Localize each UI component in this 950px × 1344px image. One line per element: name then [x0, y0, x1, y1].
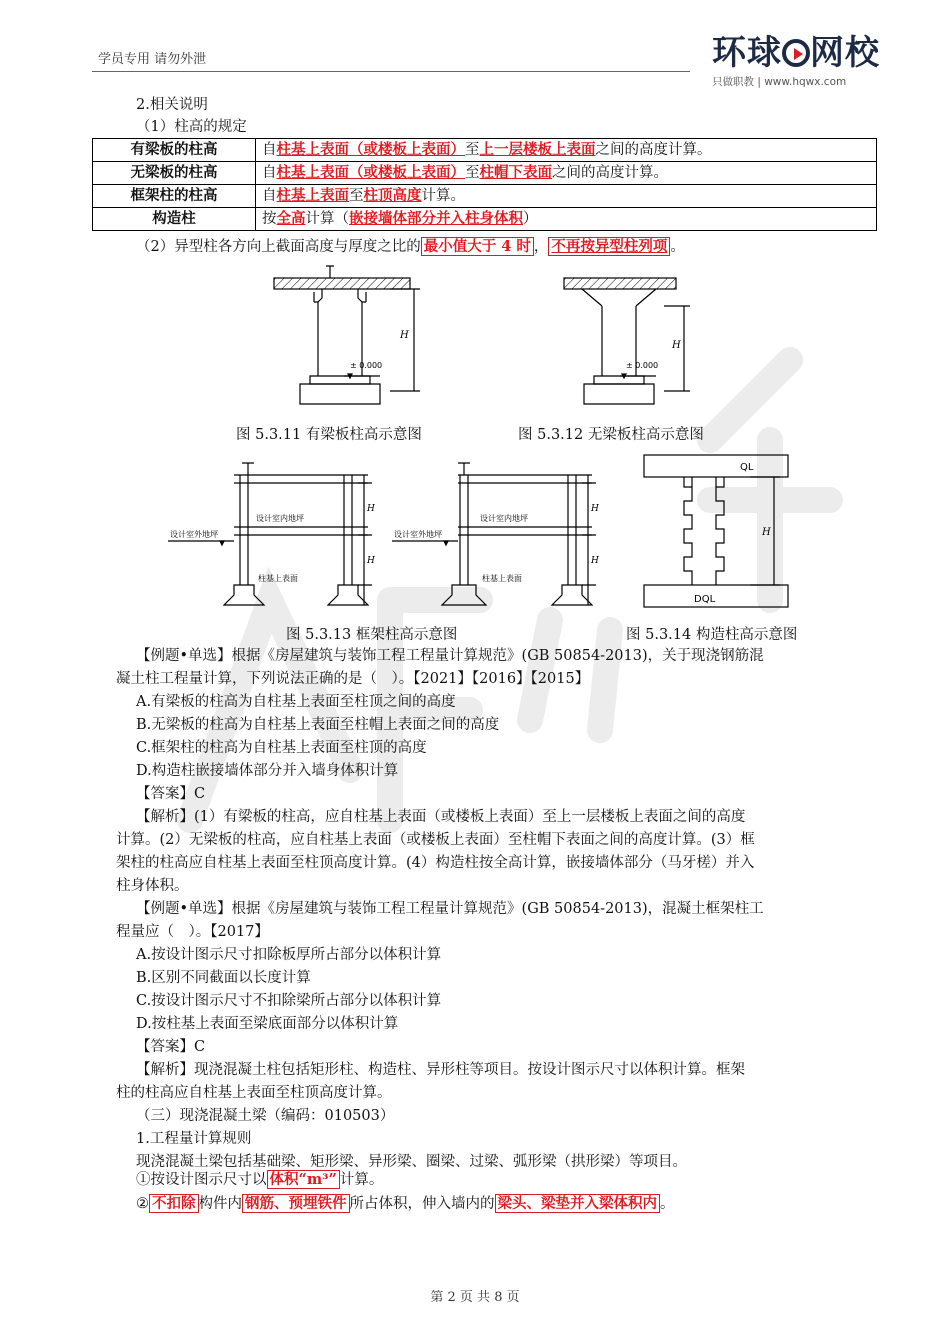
caption-fig-5-3-11: 图 5.3.11 有梁板柱高示意图 [236, 427, 422, 443]
example-2-question: 【例题•单选】根据《房屋建筑与装饰工程工程量计算规范》(GB 50854-2013)，混凝土框架柱工 [136, 901, 764, 917]
row-key: 构造柱 [93, 208, 256, 231]
row-key: 框架柱的柱高 [93, 185, 256, 208]
table-row [93, 185, 877, 208]
figure-constructional-column [640, 445, 800, 620]
h-label: H [367, 504, 375, 514]
header-rule [92, 71, 690, 72]
column-height-rules-table [92, 138, 877, 231]
subsection-heading: （1）柱高的规定 [136, 119, 247, 135]
emphasis: 柱帽下表面 [479, 164, 552, 181]
beam-rule-1 [136, 1168, 383, 1192]
emphasis: 柱基上表面 [276, 187, 349, 204]
table-row [93, 162, 877, 185]
example-1-option-b: B.无梁板的柱高为自柱基上表面至柱帽上表面之间的高度 [136, 717, 500, 733]
example-1-explanation-4: 柱身体积。 [116, 878, 189, 894]
example-1-option-a: A.有梁板的柱高为自柱基上表面至柱顶之间的高度 [136, 694, 456, 710]
h-label: H [672, 340, 681, 351]
text: 自 [262, 142, 277, 158]
base-top-label: 柱基上表面 [258, 574, 298, 583]
text: 自 [262, 188, 277, 204]
text: 构件内 [198, 1196, 242, 1212]
example-1-option-c: C.框架柱的柱高为自柱基上表面至柱顶的高度 [136, 740, 427, 756]
example-2-question-cont: 程量应（ ）。【2017】 [116, 924, 269, 940]
row-value [256, 139, 877, 162]
example-1-explanation-2: 计算。(2）无梁板的柱高，应自柱基上表面（或楼板上表面）至柱帽下表面之间的高度计算。(3）框 [116, 832, 755, 848]
page-number: 第 2 页 共 8 页 [430, 1290, 520, 1305]
figure-frame-column-a [168, 455, 378, 615]
example-1-answer: 【答案】C [136, 786, 206, 802]
text: ①按设计图示尺寸以 [136, 1172, 267, 1188]
emphasis: 柱基上表面（或楼板上表面） [276, 141, 465, 158]
row-value [256, 208, 877, 231]
subsection-heading-rules: 1.工程量计算规则 [136, 1131, 252, 1147]
emphasis: 上一层楼板上表面 [479, 141, 596, 158]
h-label: H [762, 527, 771, 538]
section-heading-beam: （三）现浇混凝土梁（编码：010503） [136, 1108, 395, 1124]
example-2-explanation-1: 【解析】现浇混凝土柱包括矩形柱、构造柱、异形柱等项目。按设计图示尺寸以体积计算。框架 [136, 1062, 745, 1078]
row-value [256, 185, 877, 208]
emphasis: 柱顶高度 [363, 187, 422, 204]
text: 按 [262, 211, 277, 227]
beam-rule-2 [136, 1192, 675, 1216]
text: （2）异型柱各方向上截面高度与厚度之比的 [136, 239, 421, 255]
example-2-option-b: B.区别不同截面以长度计算 [136, 970, 311, 986]
figure-flat-slab-column [560, 258, 710, 410]
brand-logo [712, 33, 880, 89]
example-1-explanation-1: 【解析】(1）有梁板的柱高，应自柱基上表面（或楼板上表面）至上一层楼板上表面之间的高度 [136, 809, 746, 825]
text: 至 [465, 165, 480, 181]
row-key: 无梁板的柱高 [93, 162, 256, 185]
example-1-question-cont: 凝土柱工程量计算，下列说法正确的是（ ）。【2021】【2016】【2015】 [116, 671, 590, 687]
table-row [93, 208, 877, 231]
outdoor-ground-label: 设计室外地坪 [170, 530, 218, 539]
h-label: H [400, 330, 409, 341]
emphasis: 柱基上表面（或楼板上表面） [276, 164, 465, 181]
text: 至 [465, 142, 480, 158]
special-column-note [136, 237, 685, 257]
h-label: H [591, 556, 599, 566]
boxed-emphasis: 不扣除 [149, 1194, 199, 1213]
text: 计算。 [421, 188, 465, 204]
ql-label: QL [740, 462, 754, 473]
emphasis: 全高 [276, 210, 306, 227]
indoor-ground-label: 设计室内地坪 [256, 514, 304, 523]
caption-fig-5-3-13: 图 5.3.13 框架柱高示意图 [286, 627, 458, 643]
text: 自 [262, 165, 277, 181]
header-label: 学员专用 请勿外泄 [98, 52, 207, 67]
logo-slogan: 只做职教 | www.hqwx.com [712, 76, 847, 88]
text: ② [136, 1196, 149, 1212]
example-1-question: 【例题•单选】根据《房屋建筑与装饰工程工程量计算规范》(GB 50854-2013)，关于现浇钢筋混 [136, 648, 764, 664]
figure-frame-column-b [392, 455, 602, 615]
caption-fig-5-3-14: 图 5.3.14 构造柱高示意图 [626, 627, 798, 643]
example-2-option-c: C.按设计图示尺寸不扣除梁所占部分以体积计算 [136, 993, 442, 1009]
dql-label: DQL [694, 594, 716, 605]
h-label: H [367, 556, 375, 566]
text: 之间的高度计算。 [595, 142, 712, 158]
logo-text-2: 网校 [810, 33, 880, 73]
elevation-label: ± 0.000 [350, 361, 383, 370]
logo-text-1: 环球 [712, 33, 782, 73]
example-1-option-d: D.构造柱嵌接墙体部分并入墙身体积计算 [136, 763, 399, 779]
emphasis: 嵌接墙体部分并入柱身体积 [349, 210, 523, 227]
boxed-emphasis: 最小值大于 4 时 [421, 237, 534, 256]
text: ） [523, 211, 538, 227]
text: 所占体积，伸入墙内的 [349, 1196, 495, 1212]
example-2-answer: 【答案】C [136, 1039, 206, 1055]
outdoor-ground-label: 设计室外地坪 [394, 530, 442, 539]
section-heading: 2.相关说明 [136, 97, 208, 113]
indoor-ground-label: 设计室内地坪 [480, 514, 528, 523]
example-2-option-a: A.按设计图示尺寸扣除板厚所占部分以体积计算 [136, 947, 442, 963]
text: 之间的高度计算。 [552, 165, 668, 181]
boxed-emphasis: 体积“m³” [267, 1170, 340, 1189]
text: 。 [670, 239, 685, 255]
text: 计算（ [305, 211, 349, 227]
table-row [93, 139, 877, 162]
text: 至 [349, 188, 364, 204]
h-label: H [591, 504, 599, 514]
boxed-emphasis: 梁头、梁垫并入梁体积内 [495, 1194, 661, 1213]
caption-fig-5-3-12: 图 5.3.12 无梁板柱高示意图 [518, 427, 704, 443]
boxed-emphasis: 钢筋、预埋铁件 [242, 1194, 350, 1213]
example-1-explanation-3: 架柱的柱高应自柱基上表面至柱顶高度计算。(4）构造柱按全高计算，嵌接墙体部分（马牙槎）并入 [116, 855, 755, 871]
text: 。 [660, 1196, 675, 1212]
row-value [256, 162, 877, 185]
example-2-option-d: D.按柱基上表面至梁底面部分以体积计算 [136, 1016, 399, 1032]
elevation-label: ± 0.000 [626, 361, 659, 370]
text: ， [533, 239, 549, 255]
boxed-emphasis: 不再按异型柱列项 [548, 237, 670, 256]
example-2-explanation-2: 柱的柱高应自柱基上表面至柱顶高度计算。 [116, 1085, 392, 1101]
base-top-label: 柱基上表面 [482, 574, 522, 583]
figure-beam-slab-column [270, 258, 440, 410]
beam-types-text: 现浇混凝土梁包括基础梁、矩形梁、异形梁、圈梁、过梁、弧形梁（拱形梁）等项目。 [136, 1154, 687, 1170]
row-key: 有梁板的柱高 [93, 139, 256, 162]
text: 计算。 [339, 1172, 384, 1188]
play-icon [782, 39, 810, 67]
